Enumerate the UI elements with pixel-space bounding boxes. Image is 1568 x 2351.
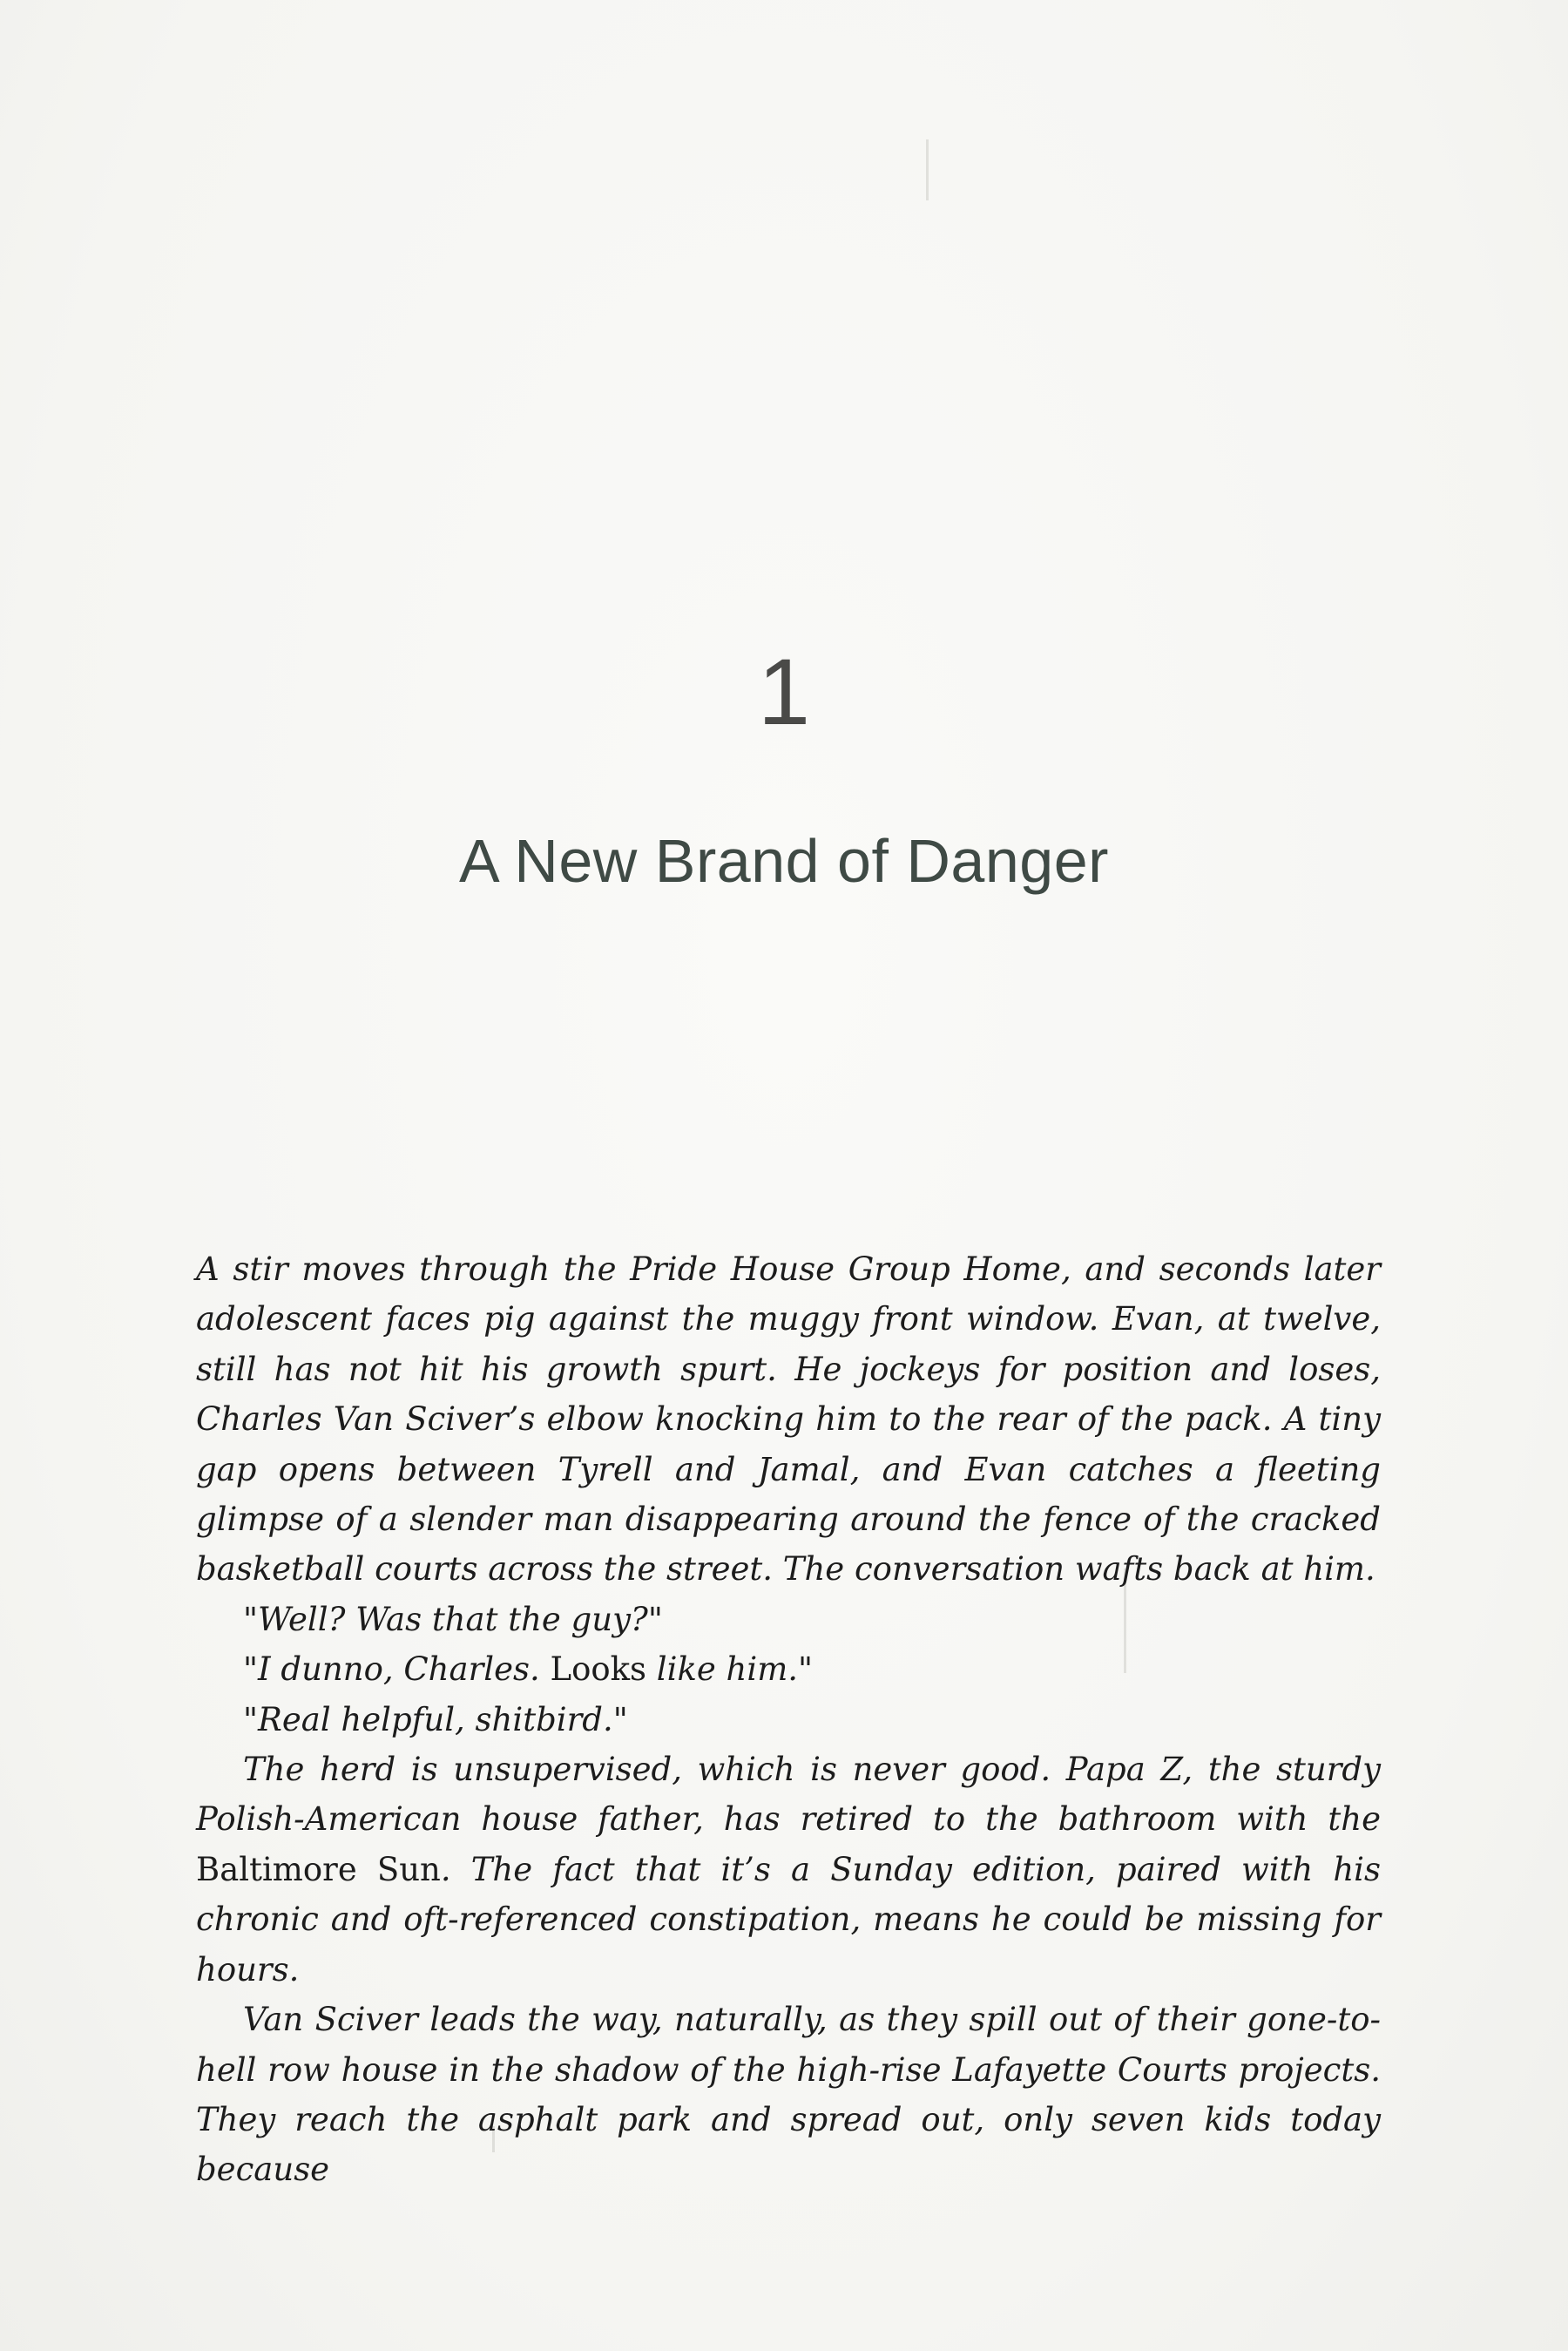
paragraph: Van Sciver leads the way, naturally, as they spill out of their gone-to-hell row house in the shadow of the high-rise Lafayette Courts projects. They reach the asphalt park and spread out, only seven kids today because	[196, 2001, 1381, 2189]
scan-mark	[926, 139, 929, 200]
chapter-title: A New Brand of Danger	[459, 827, 1109, 895]
chapter-body	[196, 1244, 1381, 2195]
paragraph: A stir moves through the Pride House Group Home, and seconds later adolescent faces pig against the muggy front window. Evan, at twelve, still has not hit his growth spurt. He jockeys for position and loses, Charles Van Sciver’s elbow knocking him to the rear of the pack. A tiny gap opens between Tyrell and Jamal, and Evan catches a fleeting glimpse of a slender man disappearing around the fence of the cracked basketball courts across the street. The conversation wafts back at him.	[196, 1250, 1381, 1589]
paragraph	[196, 1745, 1381, 1995]
dialogue-line: "Real helpful, shitbird."	[243, 1700, 628, 1738]
paragraph-text: . The fact that it’s a Sunday edition, paired with his chronic and oft-referenced constipation, means he could be missing for hours.	[196, 1850, 1381, 1989]
dialogue-text: "I dunno, Charles.	[243, 1650, 551, 1689]
chapter-number: 1	[757, 639, 811, 744]
paragraph-text: The herd is unsupervised, which is never good. Papa Z, the sturdy Polish-American house father, has retired to the bathroom with the	[196, 1751, 1381, 1839]
dialogue-text-roman: Looks	[550, 1650, 647, 1689]
dialogue-line	[196, 1644, 1381, 1694]
dialogue-line: "Well? Was that the guy?"	[243, 1600, 663, 1638]
dialogue-text: like him."	[646, 1650, 814, 1689]
newspaper-title: Baltimore Sun	[196, 1850, 441, 1888]
